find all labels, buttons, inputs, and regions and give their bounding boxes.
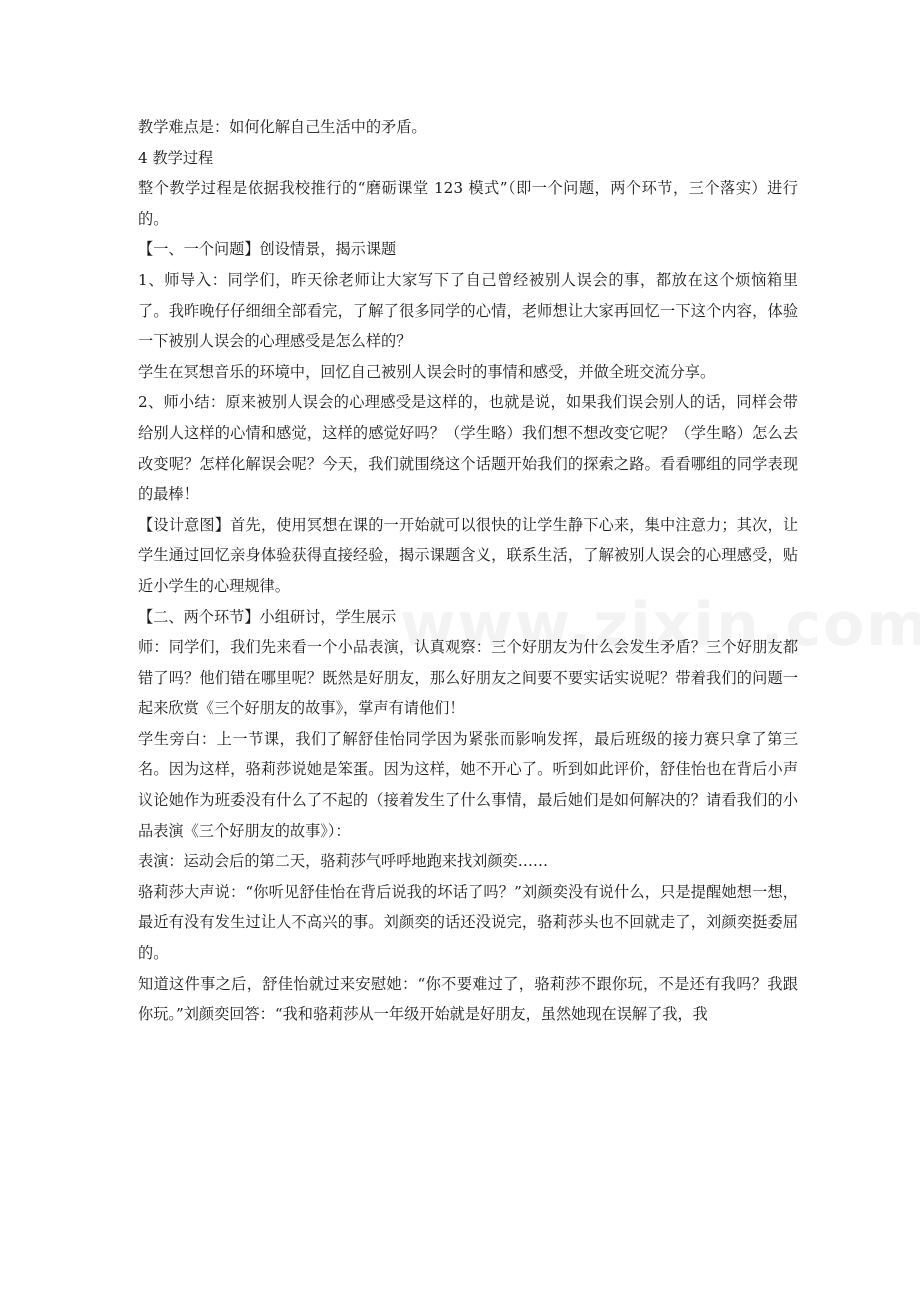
paragraph-process-intro: 整个教学过程是依据我校推行的“磨砺课堂 123 模式”（即一个问题，两个环节，三个落实）进行的。 [138,179,798,228]
section-heading-two-links: 【二、两个环节】小组研讨，学生展示 [138,607,397,626]
paragraph-teacher-skit-intro: 师：同学们，我们先来看一个小品表演，认真观察：三个好朋友为什么会发生矛盾？三个好朋友都错了吗？他们错在哪里呢？既然是好朋友，那么好朋友之间要不要实话实说呢？带着我们的问题一起来欣赏《三个好朋友的故事》，掌声有请他们！ [138,638,798,718]
paragraph-student-meditation: 学生在冥想音乐的环境中，回忆自己被别人误会时的事情和感受，并做全班交流分享。 [138,362,716,381]
paragraph-performance: 表演：运动会后的第二天，骆莉莎气呼呼地跑来找刘颜奕…… [138,852,549,871]
section-heading-one-question: 【一、一个问题】创设情景，揭示课题 [138,240,397,259]
paragraph-student-narration: 学生旁白：上一节课，我们了解舒佳怡同学因为紧张而影响发挥，最后班级的接力赛只拿了第三名。因为这样，骆莉莎说她是笨蛋。因为这样，她不开心了。听到如此评价，舒佳怡也在背后小声议论她作为班委没有什么了不起的（接着发生了什么事情，最后她们是如何解决的？请看我们的小品表演《三个好朋友的故事》）： [138,729,798,840]
paragraph-teacher-intro: 1、师导入：同学们，昨天徐老师让大家写下了自己曾经被别人误会的事，都放在这个烦恼箱里了。我昨晚仔仔细细全部看完，了解了很多同学的心情，老师想让大家再回忆一下这个内容，体验一下被别人误会的心理感受是怎么样的？ [138,270,798,351]
heading-teaching-process: 4 教学过程 [138,148,214,167]
paragraph-dialogue-1: 骆莉莎大声说：“你听见舒佳怡在背后说我的坏话了吗？”刘颜奕没有说什么，只是提醒她想一想，最近有没有发生过让人不高兴的事。刘颜奕的话还没说完，骆莉莎头也不回就走了，刘颜奕挺委屈的。 [138,882,798,963]
document-body [138,112,798,1030]
paragraph-dialogue-2: 知道这件事之后，舒佳怡就过来安慰她：“你不要难过了，骆莉莎不跟你玩，不是还有我吗？我跟你玩。”刘颜奕回答：“我和骆莉莎从一年级开始就是好朋友，虽然她现在误解了我，我 [138,974,798,1024]
paragraph-design-intent: 【设计意图】首先，使用冥想在课的一开始就可以很快的让学生静下心来，集中注意力；其次，让学生通过回忆亲身体验获得直接经验，揭示课题含义，联系生活，了解被别人误会的心理感受，贴近小学生的心理规律。 [138,515,798,595]
paragraph-teaching-difficulty: 教学难点是：如何化解自己生活中的矛盾。 [138,118,427,136]
paragraph-teacher-summary: 2、师小结：原来被别人误会的心理感受是这样的，也就是说，如果我们误会别人的话，同样会带给别人这样的心情和感觉，这样的感觉好吗？（学生略）我们想不想改变它呢？（学生略）怎么去改变呢？怎样化解误会呢？今天，我们就围绕这个话题开始我们的探索之路。看看哪组的同学表现的最棒！ [138,393,798,504]
